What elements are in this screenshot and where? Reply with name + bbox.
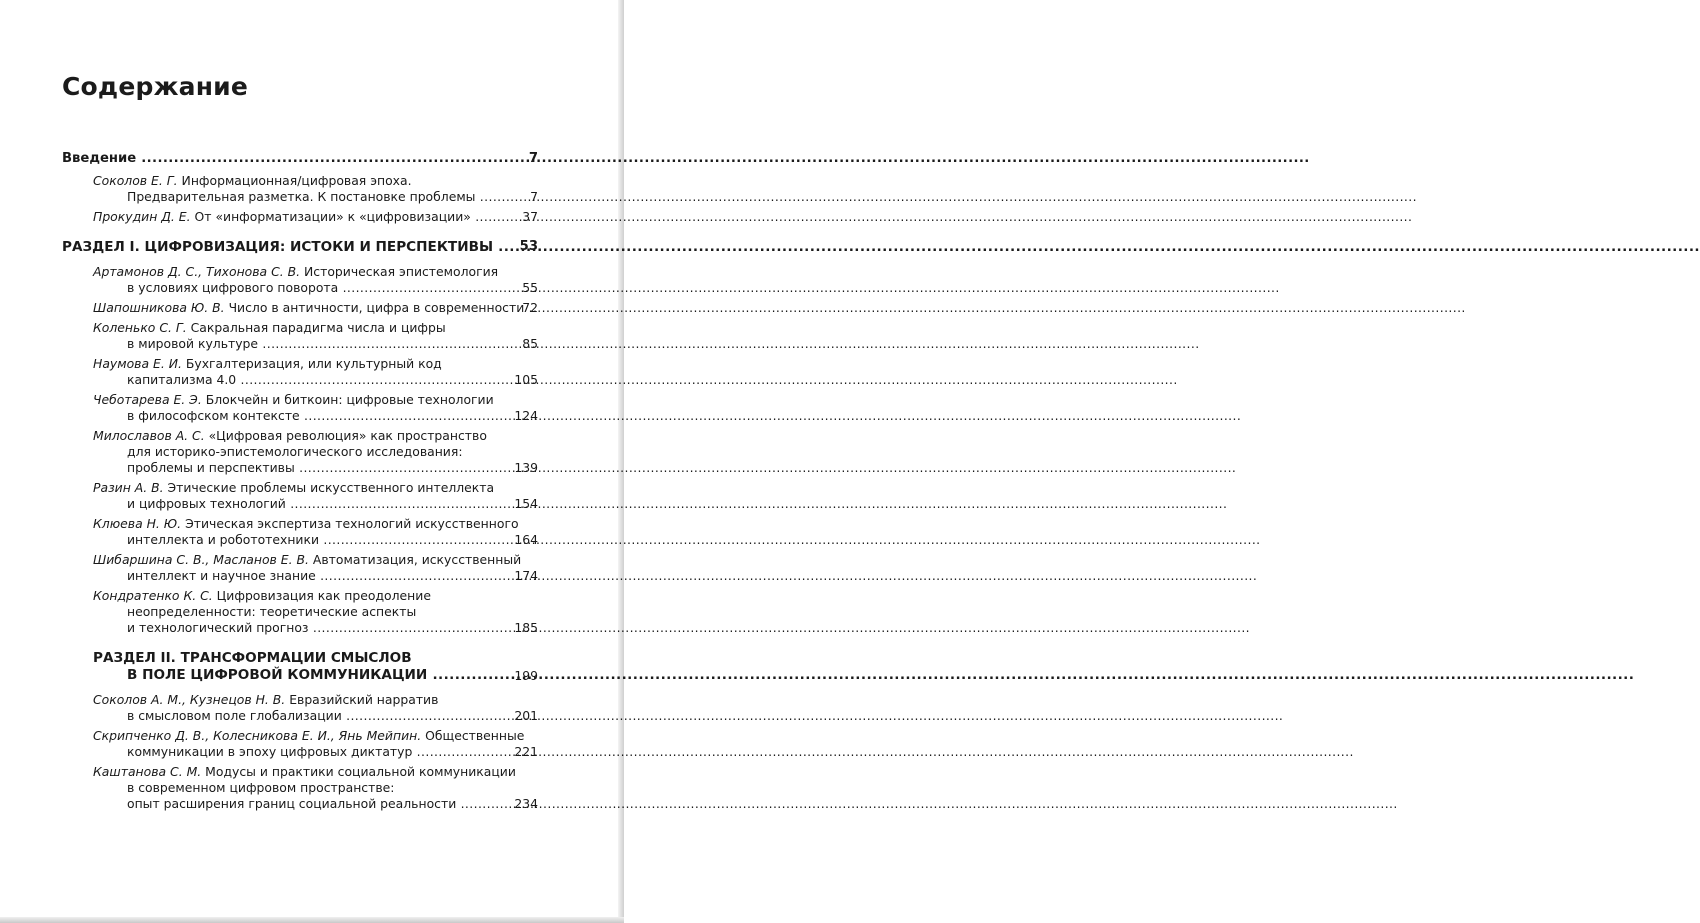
toc-entry-body	[93, 209, 540, 225]
toc-entry-line	[93, 744, 504, 760]
toc-entry-line	[62, 239, 504, 255]
page-title: Содержание	[62, 72, 249, 101]
toc-page-number: 7	[528, 151, 538, 166]
toc-page-number: 124	[514, 408, 538, 423]
toc-entry-title: Этическая экспертиза технологий искусственного	[185, 516, 519, 531]
toc-entry-body	[93, 552, 540, 584]
toc-entry-line	[93, 620, 504, 636]
toc-entry-line	[93, 692, 504, 708]
toc-section-heading-1[interactable]	[62, 239, 540, 255]
toc-page-number: 234	[514, 796, 538, 811]
toc-entry-author: Кондратенко К. С.	[93, 588, 213, 603]
toc-entry-line	[93, 728, 525, 744]
toc-entry-body	[93, 480, 540, 512]
toc-entry-line	[93, 444, 504, 460]
toc-entry-line	[93, 320, 504, 336]
toc-entry-title: капитализма 4.0	[127, 372, 237, 387]
toc-entry-title: опыт расширения границ социальной реальности	[127, 796, 457, 811]
page-edge-bottom	[0, 917, 624, 923]
toc-page-number: 221	[514, 744, 538, 759]
toc-entry-body	[93, 320, 540, 352]
toc-page-number: 37	[522, 209, 538, 224]
toc-page-number: 7	[530, 189, 538, 204]
toc-entry[interactable]	[62, 516, 540, 548]
toc-entry-author: Милославов А. С.	[93, 428, 205, 443]
toc-page-number: 105	[514, 372, 538, 387]
toc-entry-line	[93, 300, 525, 316]
toc-page-number: 174	[514, 568, 538, 583]
toc-entry-line	[93, 604, 504, 620]
toc-entry-title: Этические проблемы искусственного интеллекта	[167, 480, 495, 495]
toc-entry-line	[93, 372, 504, 388]
toc-page-number: 53	[519, 239, 538, 254]
toc-entry-title: Евразийский нарратив	[289, 692, 439, 707]
toc-section-title: В ПОЛЕ ЦИФРОВОЙ КОММУНИКАЦИИ	[127, 667, 428, 683]
toc-entry-introduction[interactable]	[62, 151, 540, 167]
toc-entry-line	[93, 392, 504, 408]
toc-entry-author: Шибаршина С. В., Масланов Е. В.	[93, 552, 309, 567]
toc-entry-title: и технологический прогноз	[127, 620, 309, 635]
toc-entry-line	[93, 667, 504, 684]
toc-entry-title: Предварительная разметка. К постановке проблемы	[127, 189, 476, 204]
toc-entry-line	[93, 356, 504, 372]
toc-entry[interactable]	[62, 552, 540, 584]
toc-page-number: 201	[514, 708, 538, 723]
toc-entry-body	[93, 728, 540, 760]
toc-page-number: 72	[522, 300, 538, 315]
toc-entry-line	[93, 460, 504, 476]
toc-entry-title: «Цифровая революция» как пространство	[208, 428, 487, 443]
toc-entry-line	[93, 428, 504, 444]
toc-entry-title: в условиях цифрового поворота	[127, 280, 339, 295]
toc-entry-title: в мировой культуре	[127, 336, 259, 351]
toc-page-number: 199	[514, 668, 538, 683]
toc-entry[interactable]	[62, 692, 540, 724]
toc-entry-title: Общественные	[425, 728, 525, 743]
toc-entry-line	[62, 151, 504, 167]
toc-entry[interactable]	[62, 320, 540, 352]
toc-entry-author: Разин А. В.	[93, 480, 164, 495]
toc-entry-body	[93, 300, 540, 316]
toc-entry[interactable]	[62, 728, 540, 760]
toc-entry-title: коммуникации в эпоху цифровых диктатур	[127, 744, 413, 759]
toc-section-title: РАЗДЕЛ I. ЦИФРОВИЗАЦИЯ: ИСТОКИ И ПЕРСПЕКТИВЫ	[62, 239, 494, 255]
toc-entry-line	[93, 588, 504, 604]
toc-entry[interactable]	[62, 300, 540, 316]
toc-entry-body	[93, 428, 540, 476]
toc-entry[interactable]	[62, 356, 540, 388]
toc-entry-body	[93, 356, 540, 388]
toc-section-heading-2[interactable]	[62, 650, 540, 684]
toc-entry-title: Сакральная парадигма числа и цифры	[190, 320, 446, 335]
toc-entry-author: Прокудин Д. Е.	[93, 209, 191, 224]
toc-entry[interactable]	[62, 264, 540, 296]
toc-entry-body	[62, 239, 540, 255]
toc-entry-author: Скрипченко Д. В., Колесникова Е. И., Янь Мейпин.	[93, 728, 422, 743]
toc-entry-body	[93, 692, 540, 724]
toc-entry-title: в философском контексте	[127, 408, 300, 423]
toc-entry-line	[93, 796, 504, 812]
toc-entry-line	[93, 480, 504, 496]
toc-entry[interactable]	[62, 588, 540, 636]
toc-entry[interactable]	[62, 764, 540, 812]
toc-entry-body	[62, 151, 540, 167]
toc-entry-title: Автоматизация, искусственный	[312, 552, 522, 567]
toc-entry-body	[93, 264, 540, 296]
toc-entry-title: От «информатизации» к «цифровизации»	[194, 209, 471, 224]
toc-entry-title: в современном цифровом пространстве:	[127, 780, 395, 795]
toc-entry-author: Коленько С. Г.	[93, 320, 187, 335]
toc-entry-line	[93, 280, 504, 296]
toc-entry-line	[93, 189, 504, 205]
toc-entry-body	[93, 516, 540, 548]
toc-entry-line	[93, 408, 504, 424]
toc-entry-title: для историко-эпистемологического исследования:	[127, 444, 463, 459]
toc-entry-title: Модусы и практики социальной коммуникации	[205, 764, 516, 779]
toc-entry-author: Шапошникова Ю. В.	[93, 300, 225, 315]
toc-entry-author: Клюева Н. Ю.	[93, 516, 182, 531]
table-of-contents	[62, 151, 540, 816]
toc-entry-body	[93, 764, 540, 812]
toc-entry-body	[93, 588, 540, 636]
toc-entry[interactable]	[62, 480, 540, 512]
toc-entry-title: проблемы и перспективы	[127, 460, 295, 475]
toc-page-number: 185	[514, 620, 538, 635]
toc-entry-line	[93, 764, 516, 780]
toc-entry-body	[93, 392, 540, 424]
toc-entry-line	[93, 173, 504, 189]
toc-entry-title: и цифровых технологий	[127, 496, 286, 511]
toc-entry-title: неопределенности: теоретические аспекты	[127, 604, 417, 619]
toc-entry-line	[93, 552, 522, 568]
toc-entry-line	[93, 568, 504, 584]
toc-entry[interactable]	[62, 209, 540, 225]
toc-entry-body	[93, 650, 540, 684]
toc-entry-title: Бухгалтеризация, или культурный код	[185, 356, 442, 371]
toc-entry-line	[93, 516, 519, 532]
toc-entry-line	[93, 650, 504, 667]
toc-entry-author: Наумова Е. И.	[93, 356, 182, 371]
toc-entry-title: интеллекта и робототехники	[127, 532, 320, 547]
toc-page-number: 164	[514, 532, 538, 547]
toc-entry-line	[93, 532, 504, 548]
toc-entry-author: Чеботарева Е. Э.	[93, 392, 202, 407]
toc-page-number: 139	[514, 460, 538, 475]
toc-entry-title: Цифровизация как преодоление	[216, 588, 431, 603]
toc-entry-title: интеллект и научное знание	[127, 568, 316, 583]
toc-entry[interactable]	[62, 428, 540, 476]
toc-entry-line	[93, 209, 504, 225]
toc-page-number: 154	[514, 496, 538, 511]
toc-entry-title: Число в античности, цифра в современности	[228, 300, 525, 315]
toc-entry-line	[93, 780, 504, 796]
toc-entry[interactable]	[62, 173, 540, 205]
toc-entry-title: Историческая эпистемология	[304, 264, 499, 279]
toc-entry-title: Информационная/цифровая эпоха.	[181, 173, 412, 188]
toc-entry-line	[93, 264, 504, 280]
toc-entry-body	[93, 173, 540, 205]
toc-entry-title: Введение	[62, 151, 137, 166]
toc-entry[interactable]	[62, 392, 540, 424]
toc-entry-title: в смысловом поле глобализации	[127, 708, 342, 723]
toc-entry-author: Каштанова С. М.	[93, 764, 202, 779]
toc-page-number: 55	[522, 280, 538, 295]
toc-section-title: РАЗДЕЛ II. ТРАНСФОРМАЦИИ СМЫСЛОВ	[93, 650, 412, 666]
toc-entry-author: Соколов Е. Г.	[93, 173, 178, 188]
toc-entry-author: Соколов А. М., Кузнецов Н. В.	[93, 692, 286, 707]
toc-entry-title: Блокчейн и биткоин: цифровые технологии	[205, 392, 494, 407]
toc-entry-author: Артамонов Д. С., Тихонова С. В.	[93, 264, 301, 279]
toc-entry-line	[93, 708, 504, 724]
toc-page-number: 85	[522, 336, 538, 351]
toc-entry-line	[93, 496, 504, 512]
toc-entry-line	[93, 336, 504, 352]
